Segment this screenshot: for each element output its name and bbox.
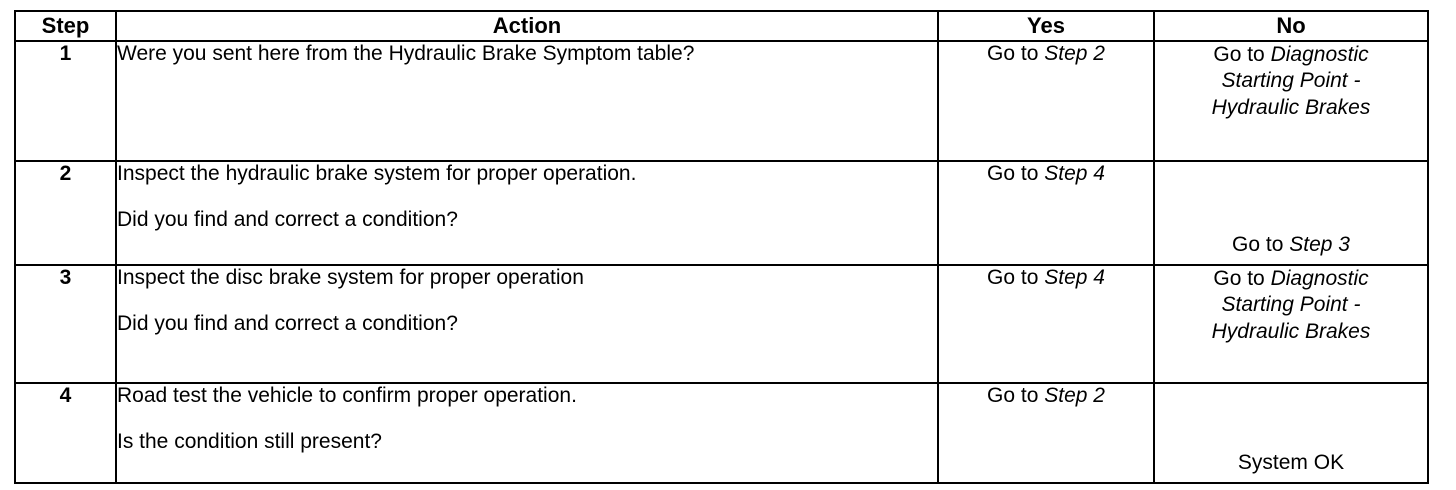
yes-cell bbox=[938, 383, 1154, 483]
table-row bbox=[15, 41, 1428, 161]
action-text: Inspect the disc brake system for proper operation bbox=[117, 266, 584, 289]
action-text: Road test the vehicle to confirm proper operation. bbox=[117, 384, 577, 407]
goto-prefix: Go to bbox=[1213, 267, 1265, 290]
action-cell bbox=[116, 383, 938, 483]
diagnostic-table bbox=[14, 10, 1429, 484]
goto-prefix: Go to bbox=[1232, 232, 1284, 256]
action-question: Did you find and correct a condition? bbox=[117, 208, 458, 231]
goto-prefix: Go to bbox=[1213, 43, 1265, 66]
goto-prefix: Go to bbox=[987, 42, 1039, 65]
goto-prefix: Go to bbox=[987, 266, 1039, 289]
yes-cell bbox=[938, 161, 1154, 265]
no-target-line: Diagnostic bbox=[1270, 43, 1369, 66]
goto-prefix: Go to bbox=[987, 384, 1039, 407]
action-cell bbox=[116, 265, 938, 383]
no-cell bbox=[1154, 41, 1428, 161]
action-question: Is the condition still present? bbox=[117, 430, 382, 453]
action-cell bbox=[116, 41, 938, 161]
no-result: System OK bbox=[1237, 450, 1345, 474]
table-row bbox=[15, 383, 1428, 483]
yes-cell bbox=[938, 265, 1154, 383]
no-target-line: Starting Point - bbox=[1221, 293, 1361, 317]
table-row bbox=[15, 161, 1428, 265]
no-cell bbox=[1154, 161, 1428, 265]
action-text: Inspect the hydraulic brake system for proper operation. bbox=[117, 162, 637, 185]
step-number: 4 bbox=[15, 383, 116, 483]
yes-target: Step 2 bbox=[1044, 384, 1105, 407]
table-row bbox=[15, 265, 1428, 383]
no-target: Step 3 bbox=[1289, 232, 1350, 256]
yes-target: Step 4 bbox=[1044, 266, 1105, 289]
no-target-line: Starting Point - bbox=[1221, 69, 1361, 93]
header-step: Step bbox=[15, 11, 116, 41]
header-no: No bbox=[1154, 11, 1428, 41]
yes-target: Step 4 bbox=[1044, 162, 1105, 185]
no-target-line: Diagnostic bbox=[1270, 267, 1369, 290]
header-yes: Yes bbox=[938, 11, 1154, 41]
no-cell bbox=[1154, 383, 1428, 483]
no-target-line: Hydraulic Brakes bbox=[1211, 319, 1371, 343]
action-cell bbox=[116, 161, 938, 265]
step-number: 3 bbox=[15, 265, 116, 383]
yes-target: Step 2 bbox=[1044, 42, 1105, 65]
step-number: 1 bbox=[15, 41, 116, 161]
header-action: Action bbox=[116, 11, 938, 41]
step-number: 2 bbox=[15, 161, 116, 265]
no-target-line: Hydraulic Brakes bbox=[1211, 95, 1371, 119]
action-text: Were you sent here from the Hydraulic Brake Symptom table? bbox=[117, 42, 695, 65]
goto-prefix: Go to bbox=[987, 162, 1039, 185]
no-cell bbox=[1154, 265, 1428, 383]
yes-cell bbox=[938, 41, 1154, 161]
action-question: Did you find and correct a condition? bbox=[117, 312, 458, 335]
header-row bbox=[15, 11, 1428, 41]
